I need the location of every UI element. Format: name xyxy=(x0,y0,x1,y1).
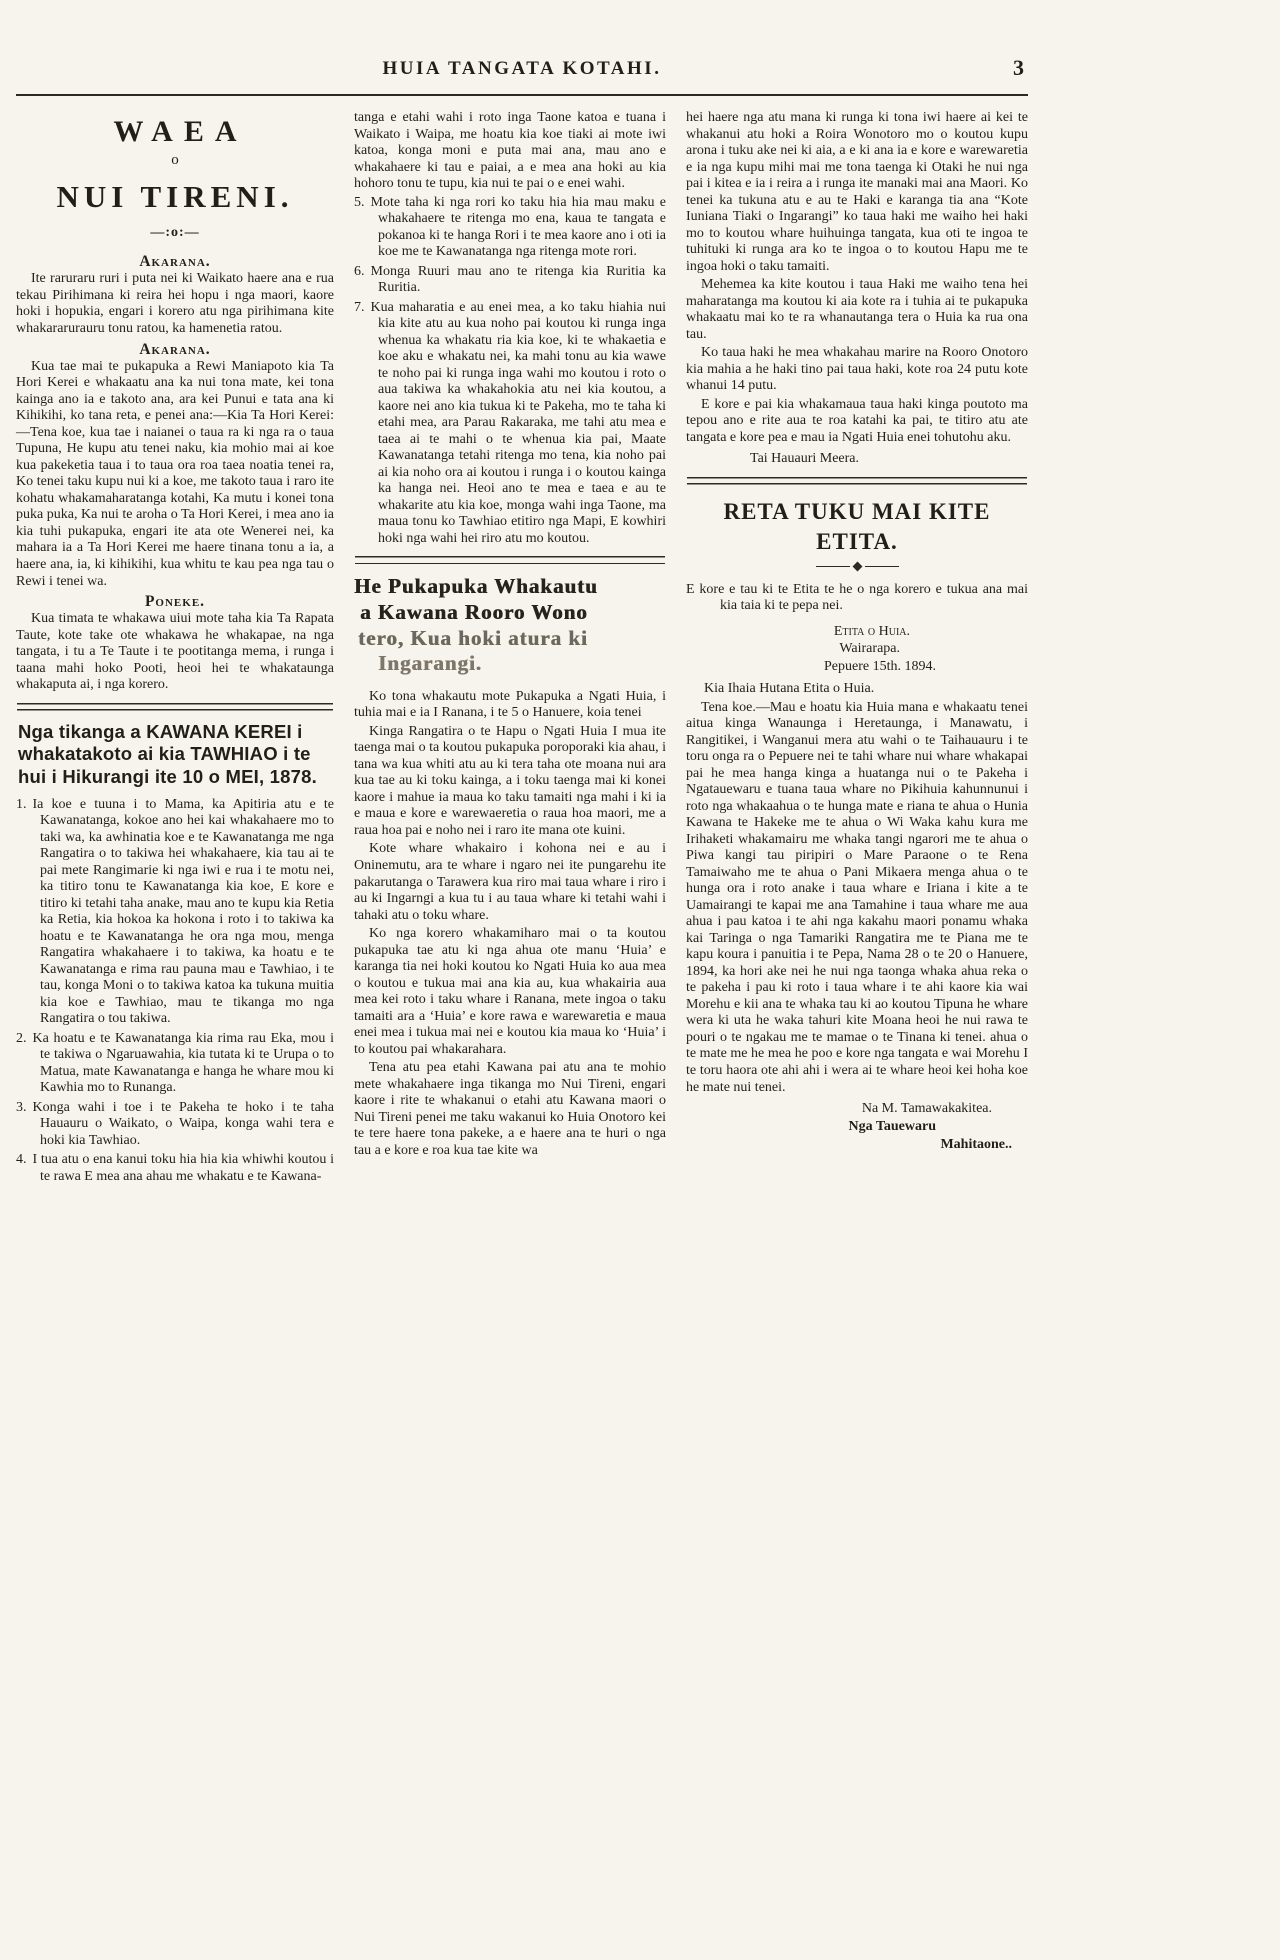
news-item-akarana-1 xyxy=(16,253,334,337)
letter-signatures xyxy=(686,1100,1028,1155)
column-middle xyxy=(354,110,666,1188)
signature-tai-hauauri: Tai Hauauri Meera. xyxy=(750,451,860,467)
letter-paragraph: Ko taua haki he mea whakahau marire na Rooro Onotoro kia mahia a he haki tino pai taua haki, kote roa 24 putu kote whanui 14 putu. xyxy=(686,345,1028,394)
columns xyxy=(16,110,1028,1188)
dateline-akarana-1: Akarana. xyxy=(139,253,211,271)
news-item-poneke xyxy=(16,593,334,694)
masthead-title-nui-tireni: NUI TIRENI. xyxy=(56,179,294,215)
letter-paragraph: Ko nga korero whakamiharo mai o ta koutou pukapuka tae atu ki nga ahua ote manu ‘Huia’ e karanga tia nei hoki koutou ko Ngati Huia ko aua mea o koutou e tukua mai ana kia au, kua whakairia aua mea kei roto i taku whare i Ranana, mete ingoa o taku tamaiti ara a ‘Huia’ e kore rawa e warewaretia e maua enei mea i tukua mai nei e koutou kia maua ko ‘Huia’ i to koutou pai whakarahara. xyxy=(354,926,666,1057)
item-number: 6. xyxy=(354,263,365,279)
wavy-divider xyxy=(687,477,1027,485)
letter-paragraph: Tena atu pea etahi Kawana pai atu ana te mohio mete whakahaere inga tikanga mo Nui Tireni, engari kaore i rite te whakanui o etahi atu Kawana maori o Nui Tireni penei me taku wakanui ko Huia Onotoro kei te tere haere tona pakeke, a e haere ana te huri o nga tau a e kore e roa kua tae kite wa xyxy=(354,1060,666,1158)
proclamation-continuation: tanga e etahi wahi i roto inga Taone katoa e tuana i Waikato i Waipa, me hoatu kia koe tiaki ai mote iwi katoa, konga moni e puta mai ana, mau ano e whakahaere ki tau e paiai, a e mea ana hoki au kia hohoro tonu te tupu, kia nui te pai o e enei wahi. xyxy=(354,110,666,192)
governor-letter-heading xyxy=(354,574,666,676)
page-number: 3 xyxy=(1013,55,1024,80)
item-number: 5. xyxy=(354,194,365,210)
address-line-etita: Etita o Huia. xyxy=(833,623,910,639)
item-text: Kua maharatia e au enei mea, a ko taku hiahia nui kia kite atu au kua noho pai koutou ki runga inga whenua ka whakatu ria kia koe, ki te whakaetia e koe aku e whakatu nei, ka mahi tonu au kia wawe te noho pai ki runga inga wahi mo koutou i roto o aua takiwa ka whakahokia atu nei kia koutou, a kaore nei ano kia tukua ki te Pakeha, mo te taha ki etahi mea, ara Parau Rakaraka, me tahi atu mea e taea ai te mahi o te whenua kia pai, Maate Kawanatanga tetahi ritenga mo tena, kia noho pai ai kia noho ora ai koutou i runga i o koutou kainga ka hanga nei. Heoi ano te mea e taea e au te whakarite atu kia koe, monga wahi inga Taone, ma maua tonu ko Tawhiao etitiro nga Mapi, E kowhiri hoki nga wahi hei riro atu mo koutou. xyxy=(370,299,666,546)
masthead-title-waea: WAEA xyxy=(113,115,248,148)
proclamation-item-2 xyxy=(16,1031,334,1097)
proclamation-item-3 xyxy=(16,1100,334,1150)
newspaper-title: HUIA TANGATA KOTAHI. xyxy=(382,58,662,79)
wavy-divider xyxy=(17,703,333,711)
proclamation-heading: Nga tikanga a KAWANA KEREI i whakatakoto ai kia TAWHIAO i te hui i Hikurangi ite 10 o MEI, 1878. xyxy=(18,720,317,787)
heading-line: RETA TUKU MAI KITE xyxy=(723,498,991,524)
wavy-divider xyxy=(355,556,665,564)
diamond-icon xyxy=(852,561,862,571)
heading-line: tero, Kua hoki atura ki xyxy=(358,625,588,650)
proclamation-item-5 xyxy=(354,195,666,261)
letter-paragraph: Kinga Rangatira o te Hapu o Ngati Huia I mua ite taenga mai o ta koutou pukapuka poroporaki kia ahau, i tana wa kua whiti atu au ki tera taha ote moana nui ara kua tae au ki toku kainga, a i toku taenga mai ki konei kaore i mahue ia maua ko taku tamaiti nga mahi i ki ia e maua e kore e warewaeretia o raua hoa maori, me a raua hoa pai e noho nei i raro ite mana ote kuini. xyxy=(354,723,666,838)
letter-paragraph: Mehemea ka kite koutou i taua Haki me waiho tena hei maharatanga ma koutou ki aia kote ra i tuhia ai te pukapuka whakaatu mai ko te ra whanautanga tera o Huia ka rua ona tau. xyxy=(686,277,1028,342)
signature-place-1: Nga Tauewaru xyxy=(848,1119,936,1135)
diamond-ornament xyxy=(686,563,1028,570)
heading-line: a Kawana Rooro Wono xyxy=(360,600,588,625)
column-left xyxy=(16,110,334,1188)
item-text: Ka hoatu e te Kawanatanga kia rima rau Eka, mou i te takiwa o Ngaruawahia, kia tutata ki te Urupa o to Matua, mate Kawanatanga e hanga he whare mou ki Kawhia mo to Runanga. xyxy=(32,1030,334,1096)
proclamation-item-4 xyxy=(16,1152,334,1185)
letter-salutation: Kia Ihaia Hutana Etita o Huia. xyxy=(704,681,875,697)
signature-place-2: Mahitaone.. xyxy=(940,1137,1012,1153)
letter-paragraph: Kote whare whakairo i kohona nei e au i Oninemutu, ara te whare i ngaro nei ite pungarehu ite pakarutanga o Tarawera kua riro mai taua whare i riro i au ki Ingarngi a kua tu i au taua whare ki tetahi wahi i tahaki atu o toku whare. xyxy=(354,841,666,923)
letter-continuation: hei haere nga atu mana ki runga ki tona iwi haere ai kei te whakanui atu hoki a Roira Wonotoro mo o koutou kupu arona i tuku ake nei ki aia, a e ki ana ia e kore e warewaretia e ia nga kupu mihi mai me tona taenga ki Otaki he nui nga pai i kitea e ia i reira a i runga ite manaki mai ana Maori. Ko tenei ka tukuna atu e au te Haki e karanga tia ana “Kote Iuniana Tiaki o Ingarangi” ko taua haki me waiho hei haki mo to koutou whare huihuinga tangata, kua oti te ingoa te tuhituki ki runga ara ko te ingoa o to koutou Hapu me te ingoa hoki o taku tamaiti. xyxy=(686,110,1028,274)
heading-line: Ingarangi. xyxy=(378,651,482,676)
news-body-poneke: Kua timata te whakawa uiui mote taha kia Ta Rapata Taute, kote take ote whakawa he whakapae, na nga tangata, i tu a Te Taute i te pootitanga mema, i runga i taana mahi hoko Pooti, heoi hei te whakataunga whakaputa ai, i nga korero. xyxy=(16,611,334,693)
page-content xyxy=(16,55,1028,1188)
item-number: 1. xyxy=(16,796,27,812)
reader-letter-body: Tena koe.—Mau e hoatu kia Huia mana e whakaatu tenei aitua kinga Wanaunga i Heretaunga, i Manawatu, i Rangitikei, i Wanganui mera atu wahi o te Taihauauru i te toru onga ra o Pepuere nei te tahi whare nui whare whakapai pai he mea hanga kinga a huatanga nui o te Pakeha i Ngatauewaru e tuana taua whare no Pikihuia kahunnunui i roto nga whakaahua o te hunga mate e riana te ahua o Hunia Kawana te Hakeke me te ahua o Wi Waka kahu kura me Irihaketi whakamairu me whaka tangi ngarori me te ahua o Piwa kangi tau piripiri o Mare Paraone o te Rena Tamaiwaho me te ahua o Pani Mikaera menga ahua o te hunga ora i roto anake i taua whare e Iriana i kite a te Uamairangi te kapai me ana Tamahine i taua whare me aua ahua i pau katoa i te ahi nga kakahu maori ponamu whaka kai Taringa o nga Tamariki Rangatira me te Piana me te kapu koura i panuitia i te Pepa, Nama 28 o te 20 o Hanuere, 1894, ka hori ake nei he nui nga taonga whaka ahua reka o te pakeha i pau ki roto i taua whare i te ahi kaore kia wai Morehu e kii ana te whaka tau ki ao koutou Tipuna he whare wera ki uta he waka tahuri kite Moana heoi he nui rawa te pouri o te ngakau me te mamae o te Tinana ki tenei. ahua o te mate me he mea he poo e kore nga tangata e wai Morehu I te toru haora ote ahi ahi i wera ai te whare heoi kei hoha koe he mate nui tenei. xyxy=(686,699,1028,1095)
editor-notice: E kore e tau ki te Etita te he o nga korero e tukua ana mai kia taia ki te pepa nei. xyxy=(686,581,1028,614)
letters-to-editor-heading xyxy=(686,497,1028,557)
dateline-poneke: Poneke. xyxy=(144,593,206,611)
header-rule xyxy=(16,94,1028,96)
signature-name: Na M. Tamawakakitea. xyxy=(861,1101,992,1117)
item-number: 2. xyxy=(16,1030,27,1046)
proclamation-item-6 xyxy=(354,264,666,297)
editor-address xyxy=(686,623,1028,676)
item-number: 3. xyxy=(16,1099,27,1115)
heading-line: ETITA. xyxy=(816,528,898,554)
item-number: 7. xyxy=(354,299,365,315)
proclamation-item-7 xyxy=(354,300,666,548)
news-body-akarana-1: Ite raruraru ruri i puta nei ki Waikato haere ana e rua tekau Pirihimana ki reira hei hopu i nga maori, kaore hoki i hopukia, engari i korero atu nga pirihimana kite whakararurauru tonu ratou, ka hamenetia ratou. xyxy=(16,271,334,336)
item-text: Mote taha ki nga rori ko taku hia hia mau maku e whakahaere te ritenga mo ena, kaua te tangata e pokanoa ki te hanga Rori i te mea kaore ano i oti ia koe me te Kawanatanga nga ritenga mote rori. xyxy=(370,194,666,260)
heading-line: He Pukapuka Whakautu xyxy=(354,574,598,599)
item-text: Monga Ruuri mau ano te ritenga kia Ruritia ka Ruritia. xyxy=(370,263,666,296)
item-number: 4. xyxy=(16,1152,27,1168)
waea-masthead xyxy=(16,114,334,241)
proclamation-item-1 xyxy=(16,797,334,1028)
letter-paragraph: E kore e pai kia whakamaua taua haki kinga poutoto ma tepou ano e rite aua te roa katahi ka pai, te titiro atu ate tangata e kore pea e mau ia Ngati Huia enei tohutohu aku. xyxy=(686,396,1028,445)
item-text: Ia koe e tuuna i to Mama, ka Apitiria atu e te Kawanatanga, kokoe ano hei kai whakahaere mo to taki wa, ka awhinatia koe e te Kawanatanga me nga Rangatira o to takiwa hei whakahaere, kia tau ai te pai mete Rangimarie ki nga iwi e rua i te motu nei, ka titiro tonu te Kawanatanga kia koe, E kore e titiro ki tetahi taha anake, mau ano te kupu kia Retia ka Retia, kia hokoa ka hokona i roto i to takiwa ka hoatu e te Kawanatanga he ora nga mou, menga Rangatira whakahaere i to takiwa, ka hoatu e te Kawanatanga e rima rau pauna mau e Tawhiao, i te tau, konga Moni o to takiwa katoa ka tukuna muitia kia koe e Tawhiao, mau te tikanga mo nga Rangatira o tou takiwa. xyxy=(32,796,334,1027)
page-header xyxy=(16,55,1028,92)
masthead-o: o xyxy=(171,152,179,169)
address-line-date: Pepuere 15th. 1894. xyxy=(824,658,936,674)
letter-paragraph: Ko tona whakautu mote Pukapuka a Ngati Huia, i tuhia mai e ia I Ranana, i te 5 o Hanuere, koia tenei xyxy=(354,688,666,721)
news-body-akarana-2: Kua tae mai te pukapuka a Rewi Maniapoto kia Ta Hori Kerei e whakaatu ana ka nui tona mate, kei tona kainga ano ia e takoto ana, ara kei Punui e tata ana ki Kihikihi, ko tana reta, e penei ana:—Kia Ta Hori Kerei:—Tena koe, kua tae i naianei o taua ra ki nga ra o taua Tupuna, He kupu atu tenei naku, kia mohio mai ai koe kua pakeketia taua i to taua ora roa taea noatia tenei ra, Ko tenei taku kupu nui ki a koe, me takoto taua i raro ite kohatu whakamaharatanga kotahi, Ka mutu i konei tona puka puka, Ka nui te aroha o Ta Hori Kerei, i mea ano ia kia tuhi pukapuka, engari ite ata ote Wenerei nei, ka mahara ia a Ta Hori Kerei me haere tinana tonu a ia, a haere ana, ia, ki kihikihi, kua whitu te kau pea nga tau o Rewi i tenei wa. xyxy=(16,358,334,589)
news-item-akarana-2 xyxy=(16,341,334,591)
item-text: Konga wahi i toe i te Pakeha te hoko i te taha Hauauru o Waikato, o Waipa, konga wahi tera e hoki kia Tawhiao. xyxy=(32,1099,334,1148)
address-line-wairarapa: Wairarapa. xyxy=(839,641,900,657)
dateline-akarana-2: Akarana. xyxy=(139,340,211,358)
masthead-separator: —:o:— xyxy=(150,224,200,240)
item-text: I tua atu o ena kanui toku hia hia kia whiwhi koutou i te rawa E mea ana ahau me whakatu e te Kawana- xyxy=(32,1152,334,1184)
column-right xyxy=(686,110,1028,1188)
